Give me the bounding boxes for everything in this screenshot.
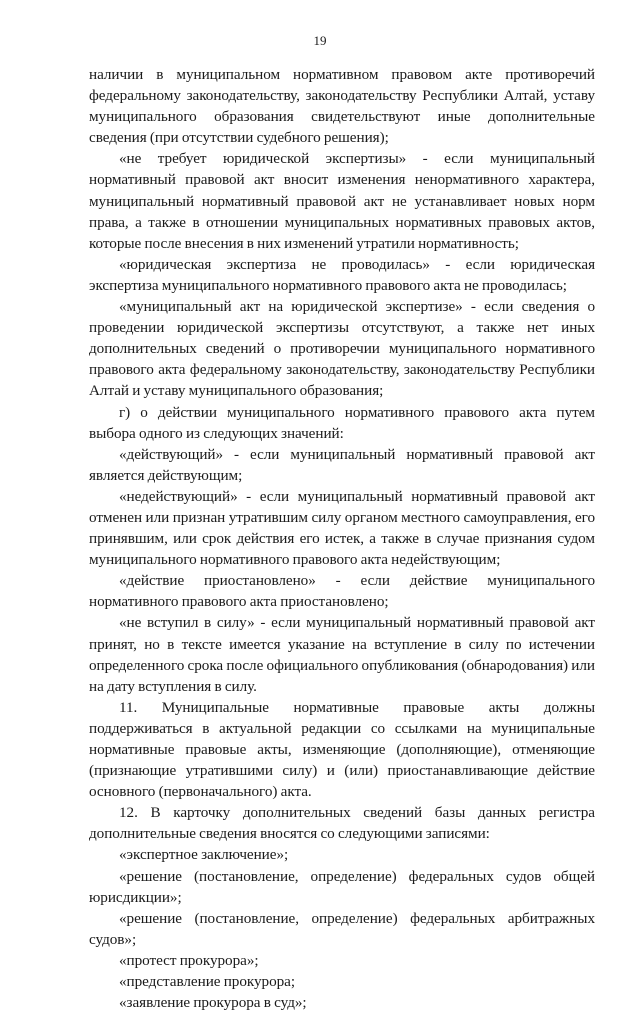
page-number: 19: [313, 33, 327, 48]
paragraph: «не требует юридической экспертизы» - если муниципальный нормативный правовой акт вносит изменения ненормативного характера, муниципальный нормативный правовой акт не устанавливает новых норм права, а также в отношении муниципальных нормативных правовых актов, которые после внесения в них изменений утратили нормативность;: [89, 150, 595, 252]
paragraph: 12. В карточку дополнительных сведений базы данных регистра дополнительные сведения вносятся со следующими записями:: [89, 804, 595, 843]
paragraph: 11. Муниципальные нормативные правовые акты должны поддерживаться в актуальной редакции со ссылками на муниципальные нормативные правовые акты, изменяющие (дополняющие), отменяющие (признающие утратившими силу) и (или) приостанавливающие действие основного (первоначального) акта.: [89, 698, 595, 801]
paragraph: «юридическая экспертиза не проводилась» - если юридическая экспертиза муниципального нормативного правового акта не проводилась;: [89, 255, 595, 294]
paragraph: «представление прокурора;: [119, 973, 296, 991]
paragraph: «муниципальный акт на юридической экспертизе» - если сведения о проведении юридической экспертизы отсутствуют, а также нет иных дополнительных сведений о противоречии муниципального нормативного правового акта федеральному законодательству, законодательству Республики Алтай и уставу муниципального образования;: [89, 298, 595, 400]
paragraph: «действие приостановлено» - если действие муниципального нормативного правового акта приостановлено;: [89, 572, 595, 611]
paragraph: «недействующий» - если муниципальный нормативный правовой акт отменен или признан утратившим силу органом местного самоуправления, его принявшим, или срок действия его истек, а также в случае признания судом муниципального нормативного правового акта недействующим;: [89, 487, 595, 569]
paragraph: наличии в муниципальном нормативном правовом акте противоречий федеральному законодательству, законодательству Республики Алтай, уставу муниципального образования свидетельствуют иные дополнительные сведения (при отсутствии судебного решения);: [89, 66, 595, 147]
paragraph: «заявление прокурора в суд»;: [119, 994, 307, 1012]
paragraph: «действующий» - если муниципальный нормативный правовой акт является действующим;: [89, 445, 595, 484]
paragraph: «не вступил в силу» - если муниципальный нормативный правовой акт принят, но в тексте имеется указание на вступление в силу по истечении определенного срока после официального опубликования (обнародования) или на дату вступления в силу.: [89, 614, 595, 695]
paragraph: г) о действии муниципального нормативного правового акта путем выбора одного из следующих значений:: [89, 403, 595, 442]
document-body: [89, 64, 595, 1013]
paragraph: «решение (постановление, определение) федеральных судов общей юрисдикции»;: [89, 867, 595, 906]
paragraph: «протест прокурора»;: [119, 951, 259, 969]
paragraph: «экспертное заключение»;: [119, 846, 289, 864]
paragraph: «решение (постановление, определение) федеральных арбитражных судов»;: [89, 909, 595, 948]
